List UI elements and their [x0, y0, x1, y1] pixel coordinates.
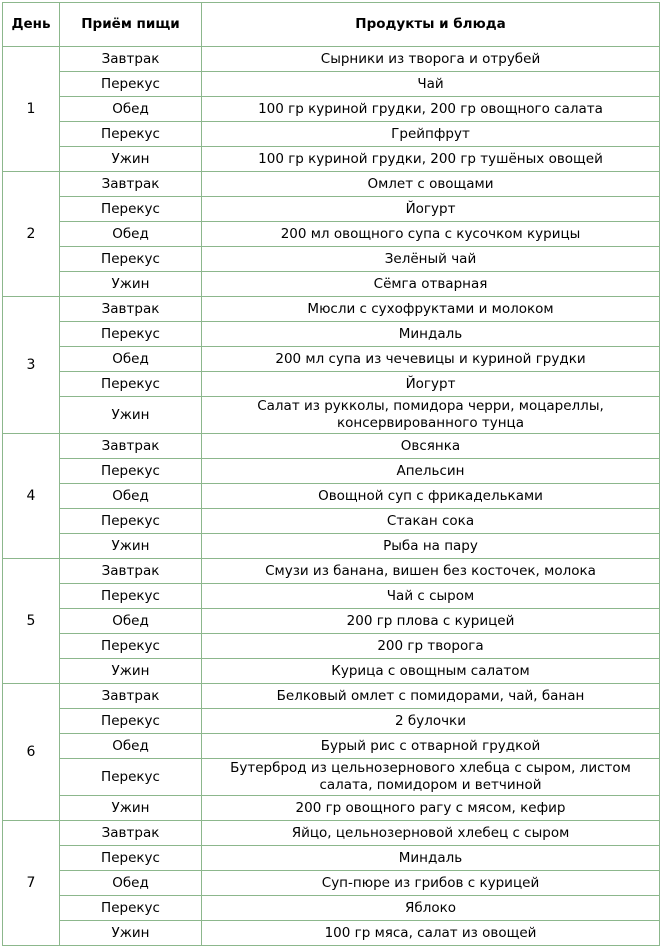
meal-cell: Обед [60, 734, 202, 759]
header-meal: Приём пищи [60, 3, 202, 47]
header-day: День [3, 3, 60, 47]
table-row [3, 459, 660, 484]
table-row [3, 397, 660, 434]
meal-cell: Обед [60, 222, 202, 247]
food-cell: 200 гр плова с курицей [202, 609, 660, 634]
meal-cell: Перекус [60, 122, 202, 147]
table-row [3, 796, 660, 821]
food-cell: Белковый омлет с помидорами, чай, банан [202, 684, 660, 709]
meal-cell: Перекус [60, 372, 202, 397]
food-cell: Бутерброд из цельнозернового хлебца с сыром, листом салата, помидором и ветчиной [202, 759, 660, 796]
food-cell: 100 гр мяса, салат из овощей [202, 921, 660, 946]
food-cell: Смузи из банана, вишен без косточек, молока [202, 559, 660, 584]
food-cell: Миндаль [202, 846, 660, 871]
food-cell: Суп-пюре из грибов с курицей [202, 871, 660, 896]
food-cell: Рыба на пару [202, 534, 660, 559]
table-body [3, 47, 660, 946]
table-row [3, 921, 660, 946]
meal-cell: Перекус [60, 846, 202, 871]
food-cell: Овощной суп с фрикадельками [202, 484, 660, 509]
table-row [3, 172, 660, 197]
meal-cell: Перекус [60, 634, 202, 659]
food-cell: Грейпфрут [202, 122, 660, 147]
meal-cell: Перекус [60, 896, 202, 921]
table-row [3, 222, 660, 247]
meal-cell: Ужин [60, 659, 202, 684]
meal-cell: Завтрак [60, 172, 202, 197]
table-row [3, 534, 660, 559]
table-row [3, 122, 660, 147]
meal-cell: Завтрак [60, 821, 202, 846]
food-cell: Апельсин [202, 459, 660, 484]
table-row [3, 509, 660, 534]
table-row [3, 559, 660, 584]
meal-cell: Ужин [60, 147, 202, 172]
food-cell: 2 булочки [202, 709, 660, 734]
header-food: Продукты и блюда [202, 3, 660, 47]
meal-cell: Завтрак [60, 559, 202, 584]
food-cell: 200 мл супа из чечевицы и куриной грудки [202, 347, 660, 372]
meal-cell: Завтрак [60, 47, 202, 72]
food-cell: Стакан сока [202, 509, 660, 534]
table-row [3, 734, 660, 759]
meal-cell: Перекус [60, 322, 202, 347]
table-row [3, 147, 660, 172]
table-row [3, 272, 660, 297]
table-row [3, 484, 660, 509]
table-row [3, 821, 660, 846]
day-number-cell: 2 [3, 172, 60, 297]
meal-cell: Ужин [60, 272, 202, 297]
meal-plan-container [2, 2, 660, 946]
food-cell: Чай с сыром [202, 584, 660, 609]
food-cell: 200 гр овощного рагу с мясом, кефир [202, 796, 660, 821]
meal-cell: Ужин [60, 397, 202, 434]
food-cell: Сырники из творога и отрубей [202, 47, 660, 72]
header-row [3, 3, 660, 47]
meal-cell: Обед [60, 97, 202, 122]
food-cell: Яйцо, цельнозерновой хлебец с сыром [202, 821, 660, 846]
meal-cell: Обед [60, 484, 202, 509]
table-row [3, 97, 660, 122]
meal-cell: Перекус [60, 459, 202, 484]
day-number-cell: 1 [3, 47, 60, 172]
meal-cell: Ужин [60, 921, 202, 946]
food-cell: Миндаль [202, 322, 660, 347]
table-row [3, 584, 660, 609]
table-row [3, 347, 660, 372]
day-number-cell: 7 [3, 821, 60, 946]
food-cell: Салат из рукколы, помидора черри, моцареллы, консервированного тунца [202, 397, 660, 434]
meal-plan-table [2, 2, 660, 946]
meal-cell: Перекус [60, 584, 202, 609]
food-cell: Бурый рис с отварной грудкой [202, 734, 660, 759]
food-cell: Курица с овощным салатом [202, 659, 660, 684]
food-cell: Сёмга отварная [202, 272, 660, 297]
table-row [3, 846, 660, 871]
meal-cell: Ужин [60, 796, 202, 821]
table-row [3, 434, 660, 459]
meal-cell: Перекус [60, 759, 202, 796]
food-cell: 200 мл овощного супа с кусочком курицы [202, 222, 660, 247]
food-cell: Мюсли с сухофруктами и молоком [202, 297, 660, 322]
table-row [3, 197, 660, 222]
day-number-cell: 5 [3, 559, 60, 684]
meal-cell: Перекус [60, 247, 202, 272]
meal-cell: Перекус [60, 509, 202, 534]
day-number-cell: 4 [3, 434, 60, 559]
meal-cell: Обед [60, 871, 202, 896]
meal-cell: Завтрак [60, 434, 202, 459]
food-cell: Овсянка [202, 434, 660, 459]
table-row [3, 47, 660, 72]
food-cell: Йогурт [202, 372, 660, 397]
meal-cell: Завтрак [60, 684, 202, 709]
table-row [3, 609, 660, 634]
day-number-cell: 6 [3, 684, 60, 821]
food-cell: Яблоко [202, 896, 660, 921]
table-row [3, 297, 660, 322]
food-cell: 100 гр куриной грудки, 200 гр овощного салата [202, 97, 660, 122]
table-row [3, 322, 660, 347]
table-row [3, 372, 660, 397]
meal-cell: Обед [60, 347, 202, 372]
food-cell: 200 гр творога [202, 634, 660, 659]
table-row [3, 759, 660, 796]
table-row [3, 896, 660, 921]
meal-cell: Перекус [60, 72, 202, 97]
table-row [3, 72, 660, 97]
food-cell: Зелёный чай [202, 247, 660, 272]
table-row [3, 659, 660, 684]
table-row [3, 709, 660, 734]
table-row [3, 247, 660, 272]
meal-cell: Перекус [60, 197, 202, 222]
food-cell: Йогурт [202, 197, 660, 222]
food-cell: 100 гр куриной грудки, 200 гр тушёных овощей [202, 147, 660, 172]
meal-cell: Ужин [60, 534, 202, 559]
day-number-cell: 3 [3, 297, 60, 434]
meal-cell: Обед [60, 609, 202, 634]
food-cell: Омлет с овощами [202, 172, 660, 197]
meal-cell: Перекус [60, 709, 202, 734]
table-row [3, 684, 660, 709]
food-cell: Чай [202, 72, 660, 97]
meal-cell: Завтрак [60, 297, 202, 322]
table-row [3, 871, 660, 896]
table-row [3, 634, 660, 659]
